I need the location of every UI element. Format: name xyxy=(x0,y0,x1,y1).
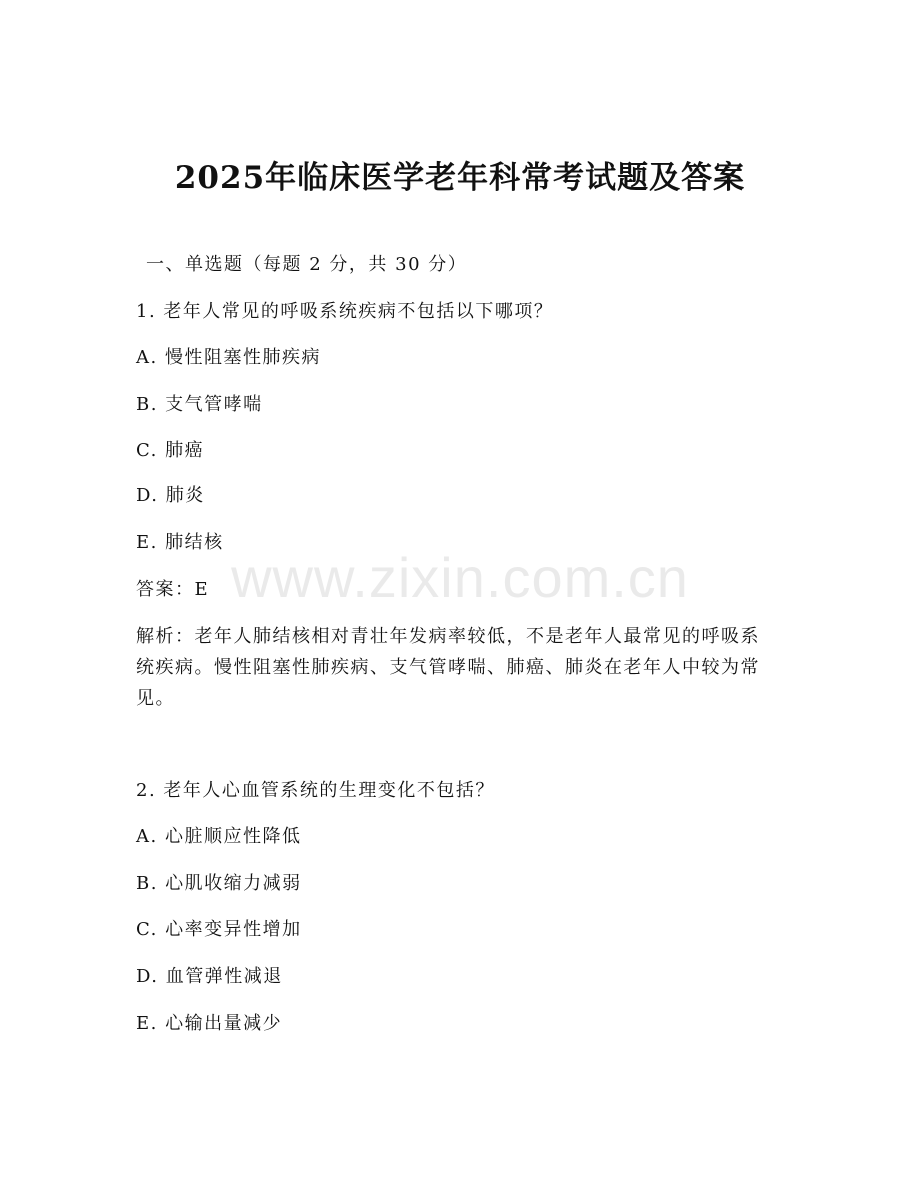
question-2-option-d: D. 血管弹性减退 xyxy=(136,966,283,987)
question-2-option-e: E. 心输出量减少 xyxy=(136,1013,283,1034)
question-1-option-a: A. 慢性阻塞性肺疾病 xyxy=(136,347,321,368)
question-1-answer: 答案：E xyxy=(136,579,210,600)
question-1-stem: 1. 老年人常见的呼吸系统疾病不包括以下哪项？ xyxy=(136,301,554,322)
question-2-option-c: C. 心率变异性增加 xyxy=(136,919,302,940)
question-1-option-d: D. 肺炎 xyxy=(136,485,205,506)
question-1-analysis: 解析：老年人肺结核相对青壮年发病率较低，不是老年人最常见的呼吸系统疾病。慢性阻塞性肺疾病、支气管哮喘、肺癌、肺炎在老年人中较为常见。 xyxy=(136,626,760,709)
question-2-option-a: A. 心脏顺应性降低 xyxy=(136,826,302,847)
question-2-stem: 2. 老年人心血管系统的生理变化不包括？ xyxy=(136,780,495,801)
question-2-option-b: B. 心肌收缩力减弱 xyxy=(136,873,302,894)
watermark: www.zixin.com.cn xyxy=(231,546,689,609)
document-title: 2025年临床医学老年科常考试题及答案 xyxy=(174,160,746,196)
question-1-option-c: C. 肺癌 xyxy=(136,440,205,461)
question-1-option-e: E. 肺结核 xyxy=(136,532,224,553)
section-header: 一、单选题（每题 2 分，共 30 分） xyxy=(146,254,468,275)
question-1-option-b: B. 支气管哮喘 xyxy=(136,394,263,415)
